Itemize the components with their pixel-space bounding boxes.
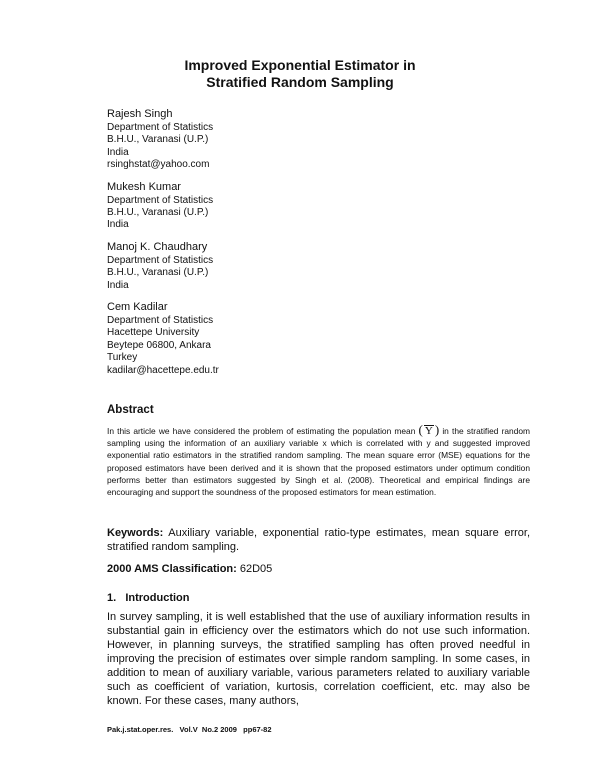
author-email: rsinghstat@yahoo.com xyxy=(107,159,210,171)
abstract-text-before: In this article we have considered the problem of estimating the population mean xyxy=(107,426,416,436)
ams-classification xyxy=(107,563,272,575)
author-affiliation: B.H.U., Varanasi (U.P.) xyxy=(107,267,209,279)
author-name: Rajesh Singh xyxy=(107,108,173,120)
author-block xyxy=(107,300,507,377)
author-block xyxy=(107,107,507,172)
author-affiliation: India xyxy=(107,219,129,231)
author-name: Mukesh Kumar xyxy=(107,180,181,193)
abstract-body xyxy=(107,424,530,498)
introduction-heading: 1. Introduction xyxy=(107,592,190,604)
introduction-body: In survey sampling, it is well established that the use of auxiliary information results in substantial gain in efficiency over the estimators which do not use such information. However, in planning surveys, the stratified sampling has often proved needful in improving the precision of estimates over simple random sampling. In some cases, in addition to mean of auxiliary variable, various parameters related to auxiliary variable such as coefficient of variation, kurtosis, correlation coefficient, etc. may also be known. For these cases, many authors, xyxy=(107,611,530,707)
author-name: Manoj K. Chaudhary xyxy=(107,240,208,253)
abstract-heading: Abstract xyxy=(107,404,154,416)
keywords-text: Auxiliary variable, exponential ratio-type estimates, mean square error, stratified random sampling. xyxy=(107,527,530,553)
author-affiliation: B.H.U., Varanasi (U.P.) xyxy=(107,207,209,219)
ams-value: 62D05 xyxy=(239,563,273,575)
ams-label: 2000 AMS Classification: xyxy=(107,563,237,575)
author-affiliation: Department of Statistics xyxy=(107,315,214,327)
author-affiliation: Turkey xyxy=(107,352,138,364)
population-mean-symbol: Y xyxy=(424,425,433,437)
title-line-1: Improved Exponential Estimator in xyxy=(184,57,416,73)
keywords-label: Keywords: xyxy=(107,527,164,539)
title-line-2: Stratified Random Sampling xyxy=(206,74,394,90)
author-affiliation: India xyxy=(107,279,129,291)
author-name: Cem Kadilar xyxy=(107,301,168,314)
math-paren-open: ( xyxy=(418,422,423,437)
math-paren-close: ) xyxy=(434,422,440,437)
keywords xyxy=(107,526,530,554)
author-affiliation: Hacettepe University xyxy=(107,327,200,339)
author-block xyxy=(107,180,507,232)
author-affiliation: B.H.U., Varanasi (U.P.) xyxy=(107,134,209,146)
author-affiliation: Department of Statistics xyxy=(107,122,214,133)
author-affiliation: India xyxy=(107,146,129,158)
author-affiliation: Beytepe 06800, Ankara xyxy=(107,339,211,351)
author-affiliation: Department of Statistics xyxy=(107,194,214,206)
author-block xyxy=(107,240,507,292)
author-email: kadilar@hacettepe.edu.tr xyxy=(107,364,219,376)
author-list xyxy=(107,107,507,385)
journal-footer: Pak.j.stat.oper.res. Vol.V No.2 2009 pp67-82 xyxy=(107,725,272,734)
paper-title xyxy=(0,57,600,91)
abstract-text-after: in the stratified random sampling using the information of an auxiliary variable x which is correlated with y and suggested improved exponential ratio estimators in the stratified random sampling. The mean square error (MSE) equations for the proposed estimators have been derived and it is shown that the proposed estimators under optimum condition performs better than estimators suggested by Singh et al. (2008). Theoretical and empirical findings are encouraging and support the soundness of the proposed estimators for mean estimation. xyxy=(107,426,530,498)
author-affiliation: Department of Statistics xyxy=(107,254,214,266)
